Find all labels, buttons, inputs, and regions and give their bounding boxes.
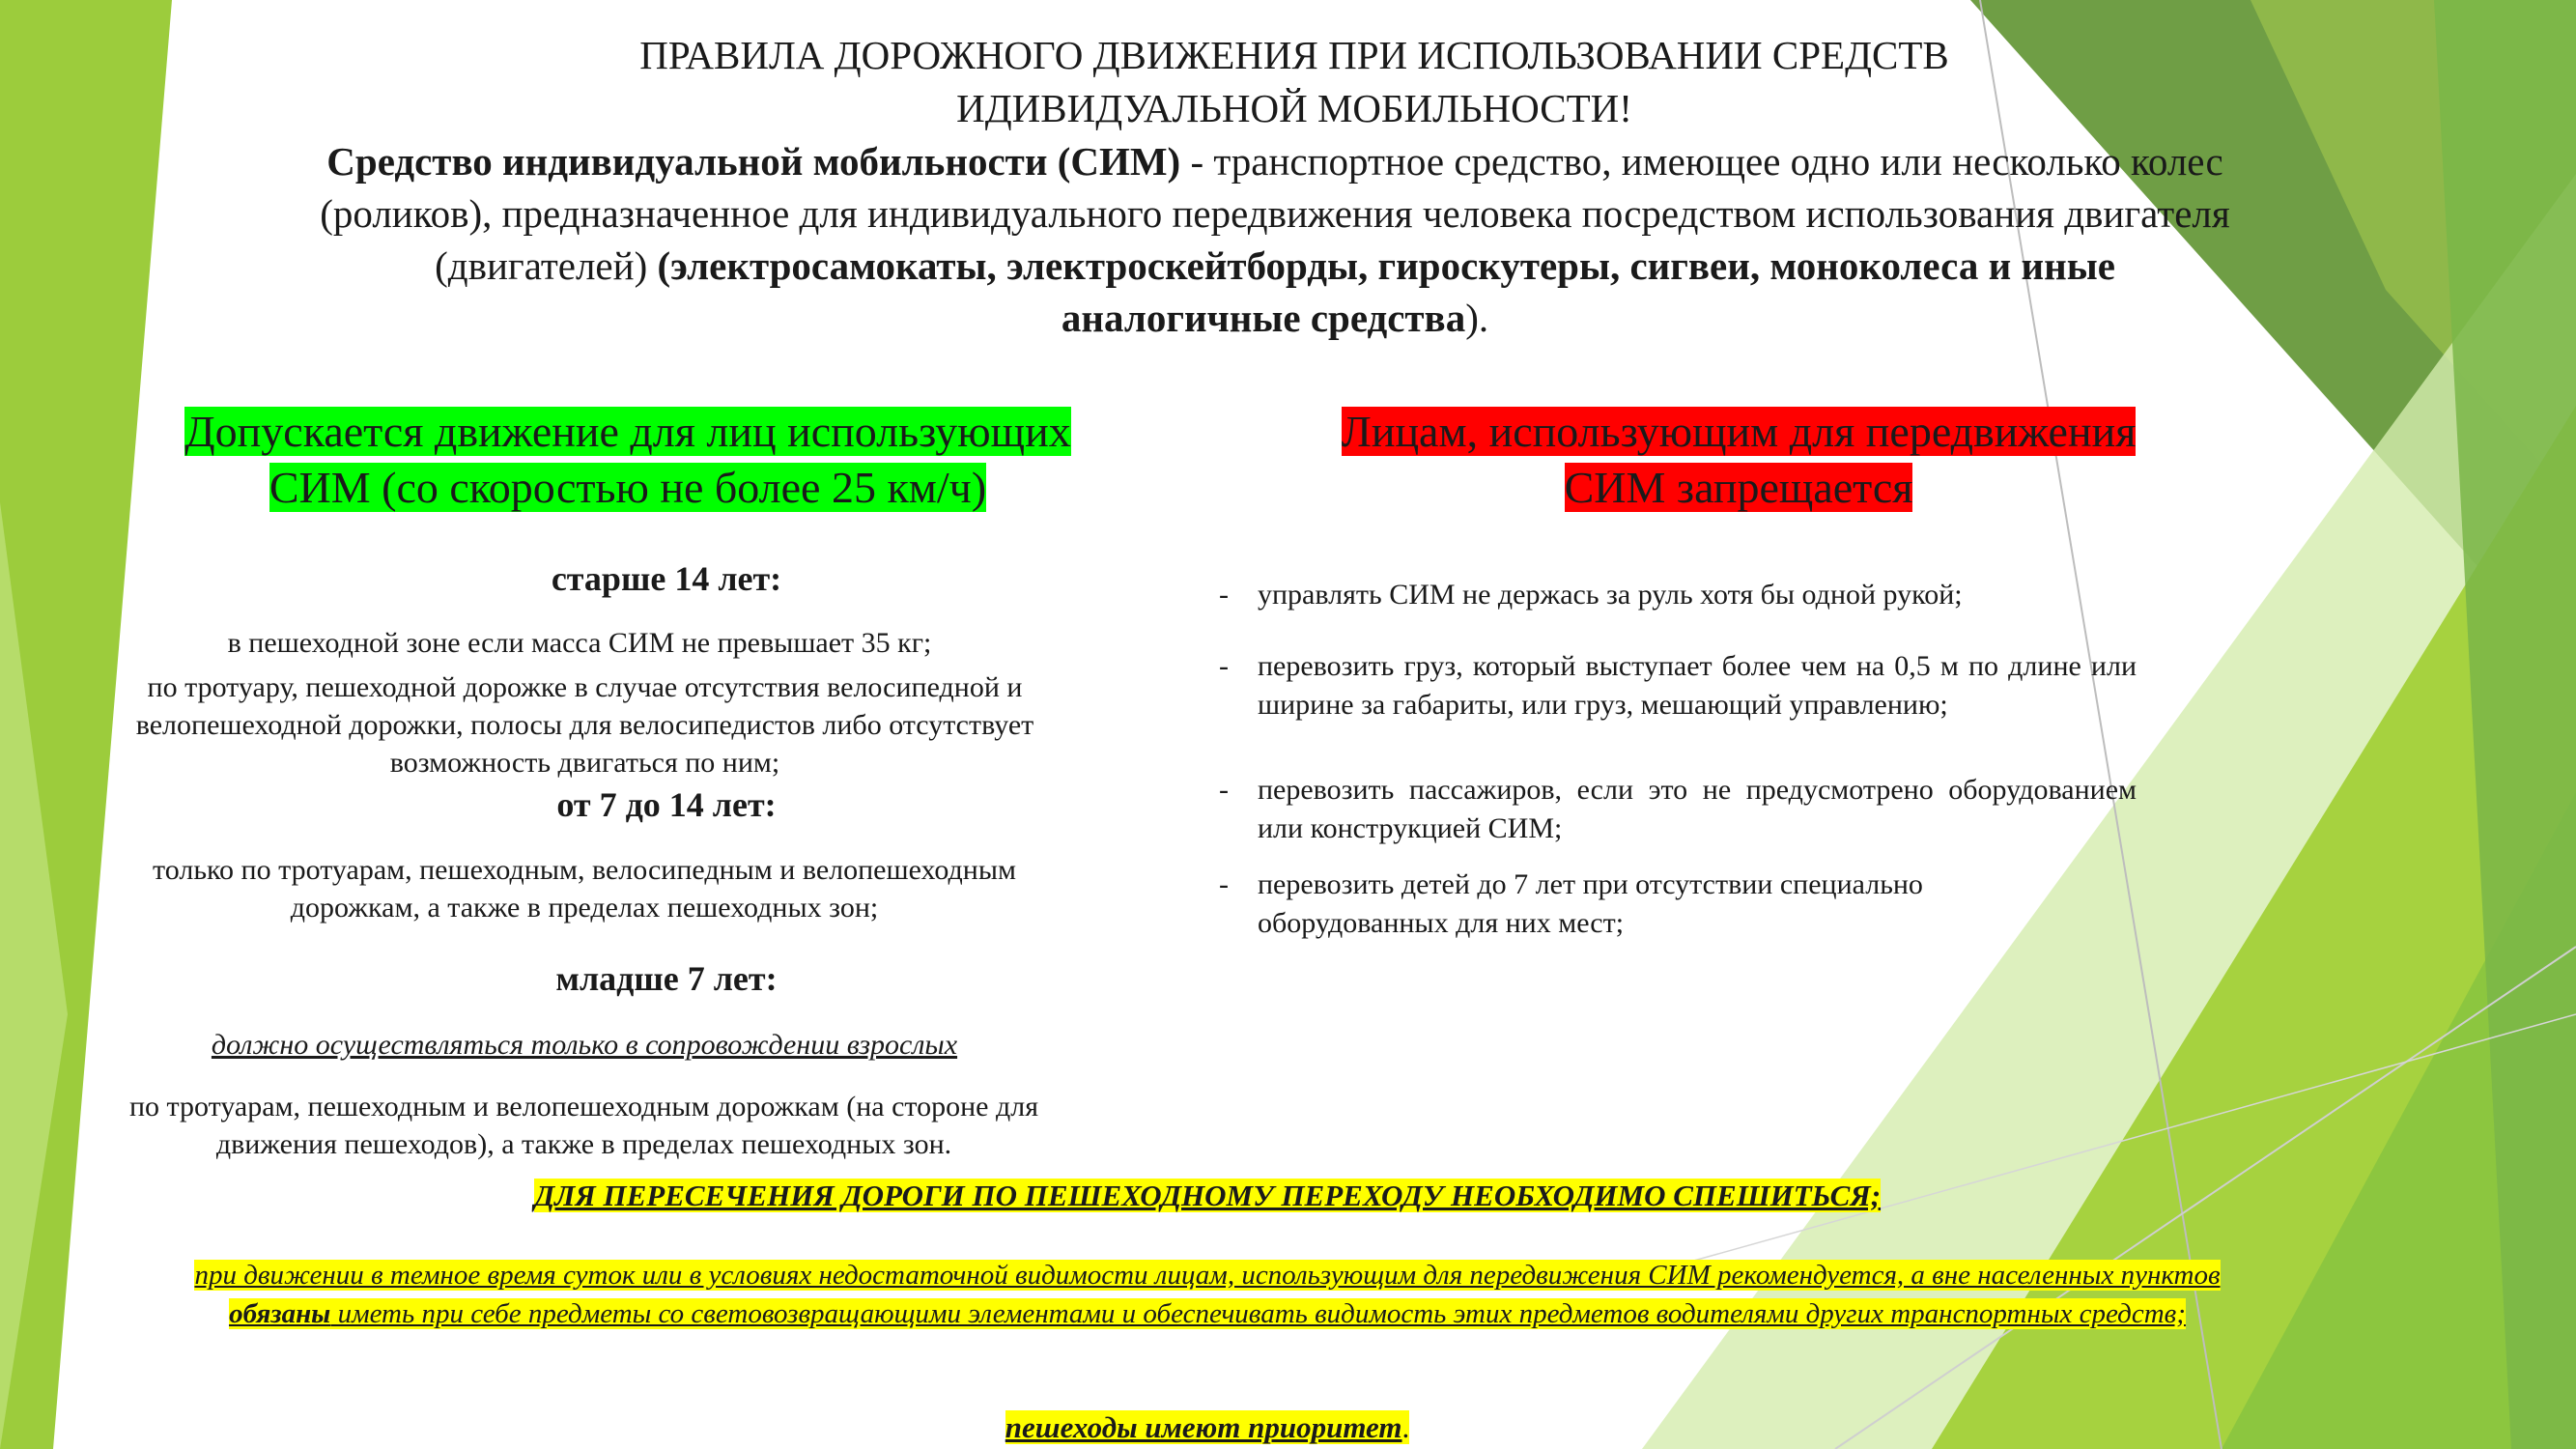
under-7-note: должно осуществляться только в сопровождении взрослых bbox=[211, 1029, 958, 1061]
page-title bbox=[348, 29, 2241, 135]
night-note-part-1: при движении в темное время суток или в условиях недостаточной видимости лицам, использующим для передвижения СИМ рекомендуется, а вне населенных пунктов bbox=[194, 1260, 2221, 1291]
forbidden-list bbox=[1219, 576, 2137, 943]
pedestrians-note-end: . bbox=[1401, 1410, 1410, 1444]
pedestrians-note bbox=[676, 1408, 1739, 1447]
forbidden-heading-line-1: Лицам, использующим для передвижения bbox=[1341, 407, 2137, 456]
allowed-heading-line-2: СИМ (со скоростью не более 25 км/ч) bbox=[269, 463, 987, 512]
forbidden-heading-line-2: СИМ запрещается bbox=[1564, 463, 1913, 512]
definition-paragraph bbox=[319, 135, 2231, 344]
crossing-note-text: ДЛЯ ПЕРЕСЕЧЕНИЯ ДОРОГИ ПО ПЕШЕХОДНОМУ ПЕРЕХОДУ НЕОБХОДИМО СПЕШИТЬСЯ; bbox=[533, 1179, 1882, 1212]
pedestrians-note-text: пешеходы имеют приоритет bbox=[1005, 1410, 1402, 1444]
allowed-heading-line-1: Допускается движение для лиц использующих bbox=[184, 407, 1071, 456]
definition-close-paren: ). bbox=[1465, 296, 1489, 340]
title-line-2: ИДИВИДУАЛЬНОЙ МОБИЛЬНОСТИ! bbox=[956, 86, 1632, 130]
over-14-item-2: по тротуару, пешеходной дорожке в случае отсутствия велосипедной и велопешеходной дорожки, полосы для велосипедистов либо отсутствует возможность двигаться по ним; bbox=[135, 671, 1034, 779]
group-label-7-to-14: от 7 до 14 лет: bbox=[556, 785, 777, 824]
forbidden-item: - управлять СИМ не держась за руль хотя бы одной рукой; bbox=[1219, 576, 2137, 614]
under-7-item-1: по тротуарам, пешеходным и велопешеходным дорожкам (на стороне для движения пешеходов), а также в пределах пешеходных зон. bbox=[128, 1091, 1039, 1160]
forbidden-item: - перевозить груз, который выступает более чем на 0,5 м по длине или ширине за габариты, или груз, мешающий управлению; bbox=[1219, 647, 2137, 724]
allowed-heading bbox=[97, 404, 1159, 516]
night-note-bold: обязаны bbox=[229, 1298, 331, 1329]
definition-term: Средство индивидуальной мобильности (СИМ) bbox=[326, 139, 1181, 184]
definition-examples: электросамокаты, электроскейтборды, гироскутеры, сигвеи, моноколеса и иные аналогичные средства bbox=[670, 243, 2115, 340]
group-label-under-7: младше 7 лет: bbox=[555, 959, 778, 998]
forbidden-item: - перевозить детей до 7 лет при отсутствии специально оборудованных для них мест; bbox=[1219, 866, 2137, 943]
definition-open-paren: ( bbox=[647, 243, 671, 288]
over-14-item-1: в пешеходной зоне если масса СИМ не превышает 35 кг; bbox=[227, 627, 932, 659]
forbidden-heading bbox=[1198, 404, 2279, 516]
night-visibility-note bbox=[164, 1256, 2250, 1333]
title-line-1: ПРАВИЛА ДОРОЖНОГО ДВИЖЕНИЯ ПРИ ИСПОЛЬЗОВАНИИ СРЕДСТВ bbox=[639, 33, 1949, 77]
forbidden-item: - перевозить пассажиров, если это не предусмотрено оборудованием или конструкцией СИМ; bbox=[1219, 771, 2137, 848]
definition-text: - транспортное средство, имеющее одно или несколько колес (роликов), предназначенное для индивидуального передвижения человека посредством использования двигателя (двигателей) bbox=[320, 139, 2230, 288]
group-label-over-14: старше 14 лет: bbox=[551, 559, 782, 598]
night-note-part-2: иметь при себе предметы со световозвращающими элементами и обеспечивать видимость этих предметов водителями других транспортных средств; bbox=[330, 1298, 2186, 1329]
crossing-note bbox=[290, 1177, 2125, 1215]
from-7-to-14-item-1: только по тротуарам, пешеходным, велосипедным и велопешеходным дорожкам, а также в пределах пешеходных зон; bbox=[153, 854, 1016, 923]
